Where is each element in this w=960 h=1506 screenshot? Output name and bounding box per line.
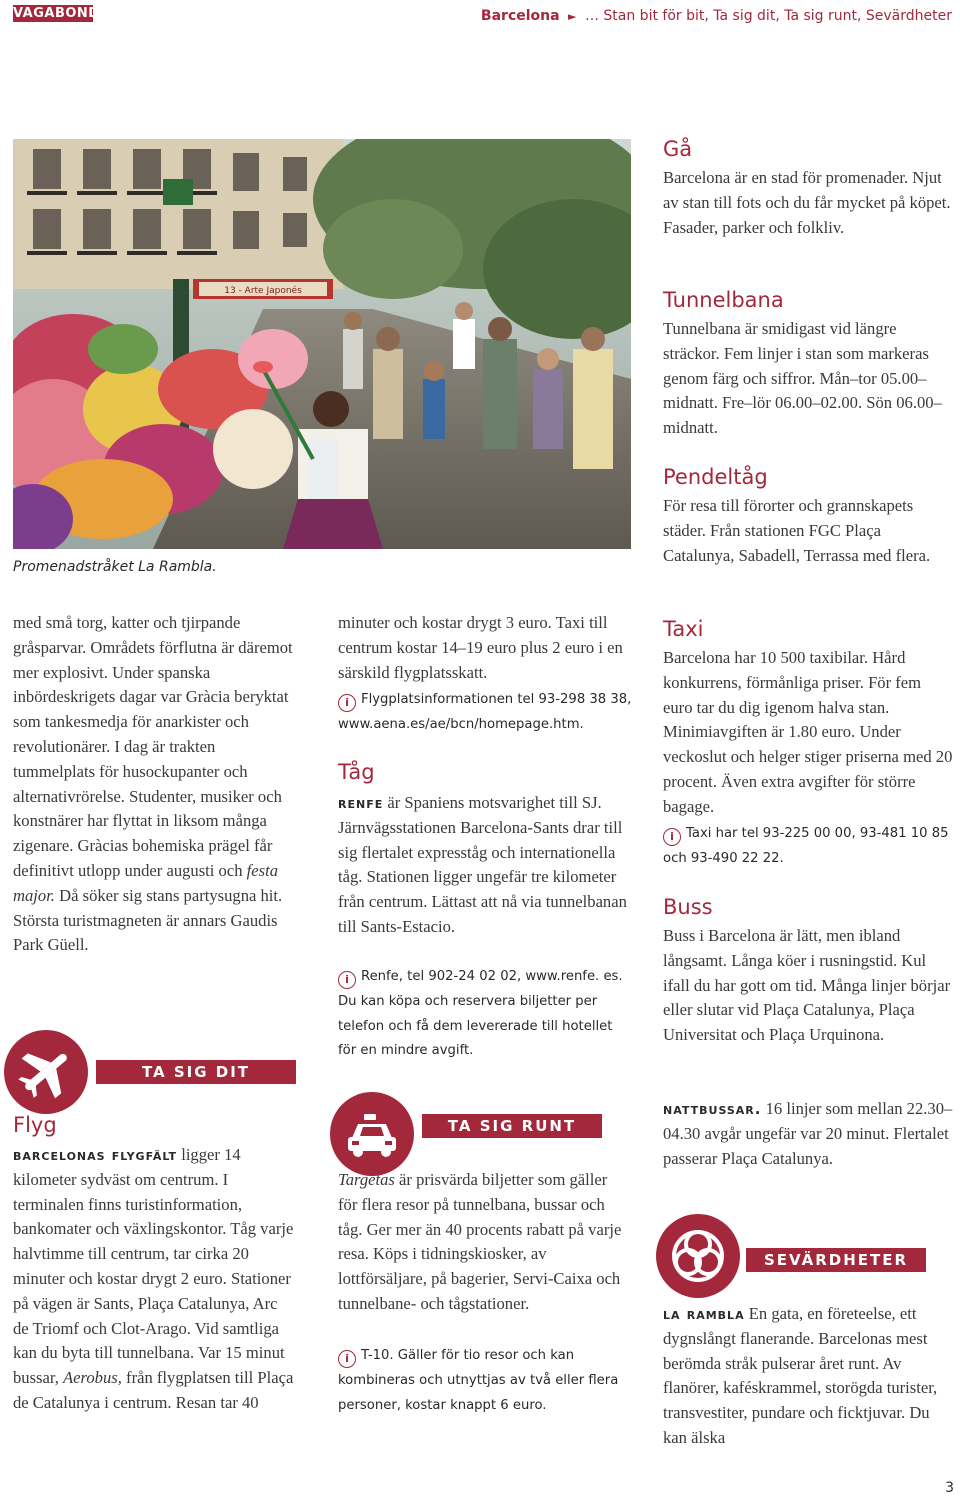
flyg-heading: Flyg — [13, 1113, 57, 1137]
page-number: 3 — [945, 1480, 954, 1496]
targetas-italic: Targetas — [338, 1170, 395, 1189]
info-icon: i — [338, 971, 356, 989]
taxi-info-text: Taxi har tel 93-225 00 00, 93-481 10 85 och 93-490 22 22. — [663, 826, 949, 866]
ga-text: Barcelona är en stad för promenader. Njut av stan till fots och du får mycket på köpet. Fasader, parker och folkliv. — [663, 168, 951, 237]
tag-lead: renfe — [338, 794, 384, 812]
info-icon: i — [663, 828, 681, 846]
left-column-intro — [13, 611, 295, 958]
flyg-end: från flygplatsen till Plaça de Catalunya i centrum. Resan tar 40 — [13, 1368, 294, 1412]
breadcrumb-arrow-icon: ► — [568, 10, 577, 23]
ta-sig-runt-band: TA SIG RUNT — [422, 1114, 602, 1138]
flyg-italic: Aerobus, — [63, 1368, 122, 1388]
shop-sign: 13 - Arte Japonés — [224, 286, 302, 296]
info-icon: i — [338, 694, 356, 712]
info-icon: i — [338, 1350, 356, 1368]
buss-heading: Buss — [663, 895, 713, 919]
flyg-lead: barcelonas flygfält — [13, 1146, 178, 1164]
sevardheter-band: SEVÄRDHETER — [746, 1248, 926, 1272]
rambla-body: En gata, en företeelse, ett dygnslångt flanerande. Barcelonas mest berömda stråk pulserar året runt. Av flanörer, kaféskrammel, storögda turister, transvestiter, pundare och ficktjuvar. Du kan älska — [663, 1304, 938, 1447]
breadcrumb-current: Barcelona — [480, 8, 560, 24]
middle-cont-text: minuter och kostar drygt 3 euro. Taxi till centrum kostar 14–19 euro plus 2 euro i en särskild flygplatsskatt. — [338, 613, 623, 682]
tag-text — [338, 791, 630, 940]
taxi-icon — [330, 1092, 414, 1176]
taxi-text: Barcelona har 10 500 taxibilar. Hård konkurrens, förmånliga priser. För fem euro tar du dig igenom halva stan. Minimiavgiften är 1.80 euro. Under veckoslut och helger stiger priserna med 20 procent. Även extra avgifter för större bagage. — [663, 648, 953, 816]
nattbussar-lead: nattbussar. — [663, 1100, 762, 1118]
tunnelbana-text: Tunnelbana är smidigast vid längre sträckor. Fem linjer i stan som markeras genom färg och siffror. Mån–tor 05.00–midnatt. Fre–lör 06.00–02.00. Sön 06.00–midnatt. — [663, 319, 942, 438]
tag-body: är Spaniens motsvarighet till SJ. Järnvägsstationen Barcelona-Sants drar till sig flertalet expresståg och internationella tåg. Stationen ligger ungefär tre kilometer från centrum. Lättast att nå via tunnelbanan till Sants-Estacio. — [338, 793, 627, 936]
intro-end: Då söker sig stans partysugna hit. Största turistmagneten är annars Gaudis Park Güell. — [13, 885, 283, 955]
flyg-text — [13, 1143, 295, 1416]
ta-sig-dit-band: TA SIG DIT — [96, 1060, 296, 1084]
rambla-lead: la rambla — [663, 1305, 745, 1323]
tunnelbana-heading: Tunnelbana — [663, 288, 784, 312]
airport-info-text: Flygplatsinformationen tel 93-298 38 38, www.aena.es/ae/bcn/homepage.htm. — [338, 692, 632, 732]
ga-heading: Gå — [663, 137, 693, 161]
intro-text: med små torg, katter och tjirpande gråsparvar. Områdets förflutna är däremot mer explosivt. Under spanska inbördeskrigets dagar var Gràcia beryktat som tankesmedja för anarkister och revolutionärer. I dag är trakten tummelplats för husockupanter och alternativrörelse. Studenter, musiker och konstnärer har flyttat in liksom många zigenare. Gràcias bohemiska prägel får definitivt utlopp under augusti och — [13, 613, 293, 880]
pendeltag-heading: Pendeltåg — [663, 465, 768, 489]
rambla-text — [663, 1302, 953, 1451]
photo-caption: Promenadstråket La Rambla. — [13, 559, 217, 575]
taxi-info — [663, 822, 955, 872]
t10-info — [338, 1344, 630, 1418]
taxi-icon-circle — [330, 1092, 414, 1176]
la-rambla-photo — [13, 139, 631, 549]
landmark-icon-circle — [656, 1214, 740, 1298]
vagabond-logo: VAGABOND — [13, 6, 100, 21]
pendeltag-text: För resa till förorter och grannskapets städer. Från stationen FGC Plaça Catalunya, Sabadell, Terrassa med flera. — [663, 496, 931, 565]
intro-italic: festa major. — [13, 860, 279, 905]
targetas-text — [338, 1168, 630, 1317]
t10-info-text: T-10. Gäller för tio resor och kan kombineras och utnyttjas av två eller flera personer, kostar knappt 6 euro. — [338, 1348, 619, 1413]
plane-icon-circle — [4, 1030, 88, 1114]
renfe-info — [338, 965, 632, 1064]
renfe-info-text: Renfe, tel 902-24 02 02, www.renfe. es. Du kan köpa och reservera biljetter per telefon och få dem levererade till hotellet för en mindre avgift. — [338, 969, 623, 1059]
airplane-icon — [4, 1030, 88, 1114]
airport-info — [338, 688, 634, 738]
taxi-heading: Taxi — [663, 617, 704, 641]
catalonia-symbol-icon — [656, 1214, 740, 1298]
buss-text: Buss i Barcelona är lätt, men ibland långsamt. Långa köer i rusningstid. Kul ifall du har gott om tid. Många linjer börjar eller slutar vid Plaça Catalunya, Plaça Universitat och Plaça Urquinona. — [663, 926, 951, 1045]
nattbussar-text — [663, 1097, 953, 1171]
flyg-body: ligger 14 kilometer sydväst om centrum. I terminalen finns turistinformation, bankomater och växlingskontor. Tåg varje halvtimme till centrum, tar cirka 20 minuter och kostar drygt 2 euro. Stationer på vägen är Sants, Plaça Catalunya, Arc de Triomf och Clot-Arago. Vid samtliga kan du byta till tunnelbana. Var 15 minut bussar, — [13, 1145, 294, 1388]
breadcrumb — [481, 8, 952, 24]
nattbussar-body: 16 linjer som mellan 22.30–04.30 avgår ungefär var 20 minut. Flertalet passerar Plaça Catalunya. — [663, 1099, 953, 1168]
targetas-body: är prisvärda biljetter som gäller för flera resor på tunnelbana, bussar och tåg. Ger mer än 40 procents rabatt på varje resa. Köps i tidningskiosker, av lottförsäljare, på bagerier, Servi-Caixa och tunnelbane- och tågstationer. — [338, 1170, 622, 1313]
breadcrumb-rest: … Stan bit för bit, Ta sig dit, Ta sig runt, Sevärdheter — [584, 8, 952, 24]
tag-heading: Tåg — [338, 760, 375, 784]
